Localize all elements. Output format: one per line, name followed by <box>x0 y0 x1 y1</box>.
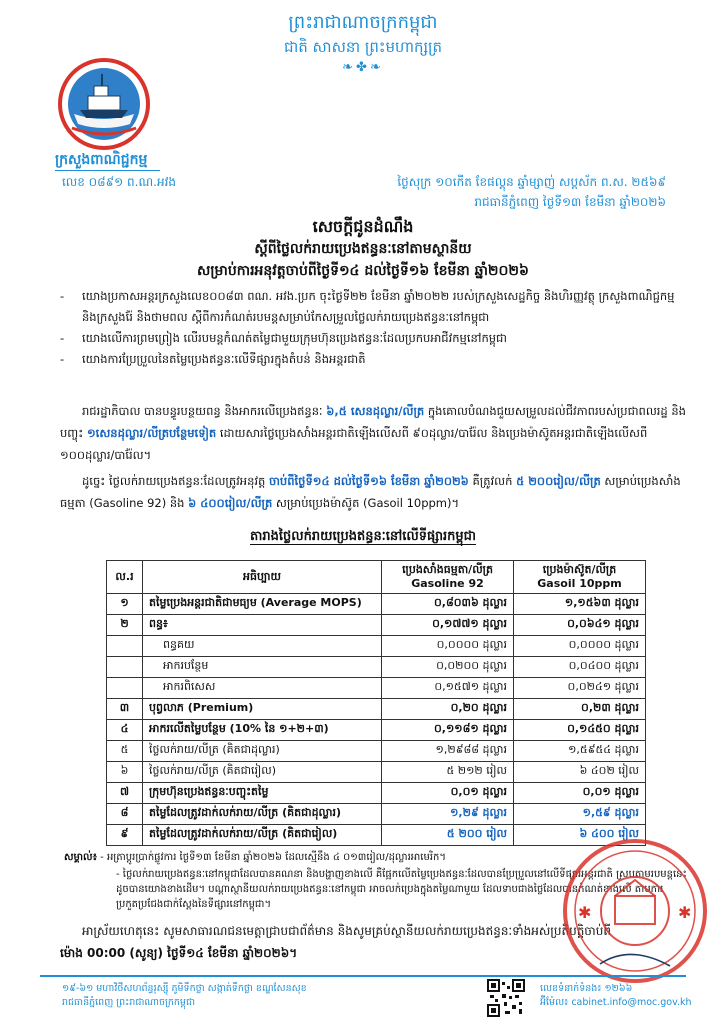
column-header-no: ល.រ <box>107 561 143 594</box>
table-row: ៦ ថ្លៃលក់រាយ/លីត្រ (គិតជារៀល) ៥ ២១២ រៀល ៦ ៤០២ រៀល <box>107 762 646 783</box>
table-row: ៧ ក្រុមហ៊ុនប្រេងឥន្ធនៈបញ្ចុះតម្លៃ ០,០១ ដុល្លារ ០,០១ ដុល្លារ <box>107 783 646 804</box>
qr-code-icon <box>486 978 526 1018</box>
table-row: ៩ តម្លៃដែលត្រូវដាក់លក់រាយ/លីត្រ (គិតជារៀល) ៥ ២០០ រៀល ៦ ៤០០ រៀល <box>107 825 646 846</box>
paragraph-retail-price: ដូច្នេះ ថ្លៃលក់រាយប្រេងឥន្ធនៈដែលត្រូវអនុវត្ត ចាប់ពីថ្ងៃទី១៤ ដល់ថ្ងៃទី១៦ ខែមីនា ឆ្នាំ២០២៦ គឺត្រូវលក់ ៥ ២០០រៀល/លីត្រ សម្រាប់ប្រេងសាំងធម្មតា (Gasoline 92) និង ៦ ៤០០រៀល/លីត្រ សម្រាប់ប្រេងម៉ាស៊ូត (Gasoil 10ppm)។ <box>60 474 681 510</box>
official-seal <box>560 836 710 986</box>
footer-address: ១៩-៦១ មហាវិថីសហព័ន្ធរុស្ស៊ី ភូមិទឹកថ្លា សង្កាត់ទឹកថ្លា ខណ្ឌសែនសុខ រាជធានីភ្នំពេញ ព្រះរាជាណាចក្រកម្ពុជា <box>62 983 307 1008</box>
note-exchange-rate: - អត្រាប្តូរប្រាក់ផ្លូវការ ថ្ងៃទី១៣ ខែមីនា ឆ្នាំ២០២៦ ដែលស្មើនឹង ៤ ០១៣រៀល/ដុល្លារអាមេរិក។ <box>100 852 446 863</box>
reference-number: លេខ ០៨៩១ ព.ណ.អវង <box>62 175 176 189</box>
notice-title: សេចក្តីជូនដំណឹង <box>312 217 414 236</box>
ministry-logo <box>58 58 150 150</box>
notes-label: សម្គាល់៖ <box>64 852 97 863</box>
table-row: ៤ អាករលើតម្លៃបន្ថែម (10% នៃ ១+២+៣) ០,១១៨១ ដុល្លារ ០,១៤៥០ ដុល្លារ <box>107 720 646 741</box>
kingdom-title: ព្រះរាជាណាចក្រកម្ពុជា <box>288 12 438 33</box>
table-row: ៣ បុព្វលាភ (Premium) ០,២០ ដុល្លារ ០,២៣ ដុល្លារ <box>107 699 646 720</box>
reference-item: - យោងប្រកាសអន្តរក្រសួងលេខ០០៨៣ ពណ. អវង.ប្រក ចុះថ្ងៃទី២២ ខែមីនា ឆ្នាំ២០២២ របស់ក្រសួងសេដ្ឋកិច្ច និងហិរញ្ញវត្ថុ ក្រសួងពាណិជ្ជកម្ម និងក្រសួងរ៉ែ និងថាមពល ស្តីពីការកំណត់របមន្តសម្រាប់កែសម្រួលថ្លៃលក់រាយប្រេងឥន្ធនៈនៅកម្ពុជា <box>60 286 680 328</box>
reference-item: - យោងការប្រែប្រួលនៃតម្លៃប្រេងឥន្ធនៈលើទីផ្សារក្នុងតំបន់ និងអន្តរជាតិ <box>60 349 680 370</box>
ministry-underline <box>55 170 160 171</box>
closing-paragraph: អាស្រ័យហេតុនេះ សូមសាធារណជនមេត្តាជ្រាបជាព័ត៌មាន និងសូមគ្រប់ស្ថានីយលក់រាយប្រេងឥន្ធនៈទាំងអស់ប្រតិបត្តិចាប់ពី ម៉ោង 00:00 (សូន្យ) ថ្ងៃទី១៤ ខែមីនា ឆ្នាំ២០២៦។ <box>60 924 611 960</box>
table-row: ៨ តម្លៃដែលត្រូវដាក់លក់រាយ/លីត្រ (គិតជាដុល្លារ) ១,២៩ ដុល្លារ ១,៥៩ ដុល្លារ <box>107 804 646 825</box>
national-motto: ជាតិ សាសនា ព្រះមហាក្សត្រ <box>283 38 443 56</box>
place-date: រាជធានីភ្នំពេញ ថ្ងៃទី១៣ ខែមីនា ឆ្នាំ២០២៦ <box>474 195 666 209</box>
table-row: ៥ ថ្លៃលក់រាយ/លីត្រ (គិតជាដុល្លារ) ១,២៩៨៨ ដុល្លារ ១,៥៩៥៤ ដុល្លារ <box>107 741 646 762</box>
svg-text:✱: ✱ <box>578 903 592 922</box>
notice-subject: ស្តីពីថ្លៃលក់រាយប្រេងឥន្ធនៈនៅតាមស្ថានីយ <box>254 241 472 257</box>
table-row: អាករបន្ថែម ០,០២០០ ដុល្លារ ០,០៤០០ ដុល្លារ <box>107 657 646 678</box>
paragraph-tax-reduction: រាជរដ្ឋាភិបាល បានបន្ធូរបន្ថយពន្ធ និងអាករលើប្រេងឥន្ធនៈ ៦,៥ សេនដុល្លារ/លីត្រ ក្នុងគោលបំណងជួយសម្រួលដល់ជីវភាពរបស់ប្រជាពលរដ្ឋ និងបញ្ចុះ ១សេនដុល្លារ/លីត្របន្ថែមទៀត ដោយសារថ្លៃប្រេងសាំងអន្តរជាតិឡើងលើសពី ៩០ដុល្លារ/បារ៉ែល និងប្រេងម៉ាស៊ូតអន្តរជាតិឡើងលើសពី ១០០ដុល្លារ/បារ៉ែល។ <box>60 404 686 462</box>
notice-period: សម្រាប់ការអនុវត្តចាប់ពីថ្ងៃទី១៤ ដល់ថ្ងៃទី១៦ ខែមីនា ឆ្នាំ២០២៦ <box>197 263 529 279</box>
table-row: ពន្ធគយ ០,០០០០ ដុល្លារ ០,០០០០ ដុល្លារ <box>107 636 646 657</box>
note-pricing: - ថ្លៃលក់រាយប្រេងឥន្ធនៈនៅកម្ពុជាដែលបានគណនា និងបង្ហាញខាងលើ គឺផ្អែកលើតម្លៃប្រេងឥន្ធនៈដែលបានប្រែប្រួលនៅលើទីផ្សារអន្តរជាតិ ស្របតាមរបមន្តនេះ ដូចបានយោងខាងដើម។ បណ្តាស្ថានីយលក់រាយប្រេងឥន្ធនៈនៅកម្ពុជា អាចលក់ប្រេងក្នុងតម្លៃណាមួយ ដែលទាបជាងថ្លៃដែលបានកំណត់ខាងលើ តាមការ ប្រកួតប្រជែងជាក់ស្តែងនៃទីផ្សារនៅកម្ពុជា។ <box>116 869 687 910</box>
svg-text:✱: ✱ <box>678 903 692 922</box>
column-header-gasoil: ប្រេងម៉ាស៊ូត/លីត្រ Gasoil 10ppm <box>514 561 646 594</box>
table-title: តារាងថ្លៃលក់រាយប្រេងឥន្ធនៈនៅលើទីផ្សារកម្ពុជា <box>249 529 477 544</box>
footer-contact: លេខទំនាក់ទំនង៖ ១២៦៦ អ៊ីម៉ែល៖ cabinet.info@moc.gov.kh <box>540 983 692 1008</box>
footer-divider <box>40 975 686 977</box>
table-row: អាករពិសេស ០,១៥៧១ ដុល្លារ ០,០២៤១ ដុល្លារ <box>107 678 646 699</box>
lunar-date: ថ្ងៃសុក្រ ១០កើត ខែផល្គុន ឆ្នាំម្សាញ់ សប្តស័ក ព.ស. ២៥៦៩ <box>397 175 666 189</box>
table-row: ១ តម្លៃប្រេងអន្តរជាតិជាមធ្យម (Average MOPS) ០,៨០៣៦ ដុល្លារ ១,១៥៦៣ ដុល្លារ <box>107 594 646 615</box>
column-header-description: អធិប្បាយ <box>143 561 382 594</box>
fuel-price-table <box>106 560 646 846</box>
ministry-name: ក្រសួងពាណិជ្ជកម្ម <box>55 152 148 168</box>
column-header-gasoline: ប្រេងសាំងធម្មតា/លីត្រ Gasoline 92 <box>382 561 514 594</box>
references-list <box>60 286 680 370</box>
ornament-divider: ❧✤❧ <box>342 60 384 75</box>
reference-item: - យោងលើការព្រមព្រៀង លើរបមន្តកំណត់តម្លៃជាមួយក្រុមហ៊ុនប្រេងឥន្ធនៈដែលប្រកបអាជីវកម្មនៅកម្ពុជា <box>60 328 680 349</box>
table-row: ២ ពន្ធ៖ ០,១៧៧១ ដុល្លារ ០,០៦៤១ ដុល្លារ <box>107 615 646 636</box>
notice-titles <box>0 216 726 282</box>
